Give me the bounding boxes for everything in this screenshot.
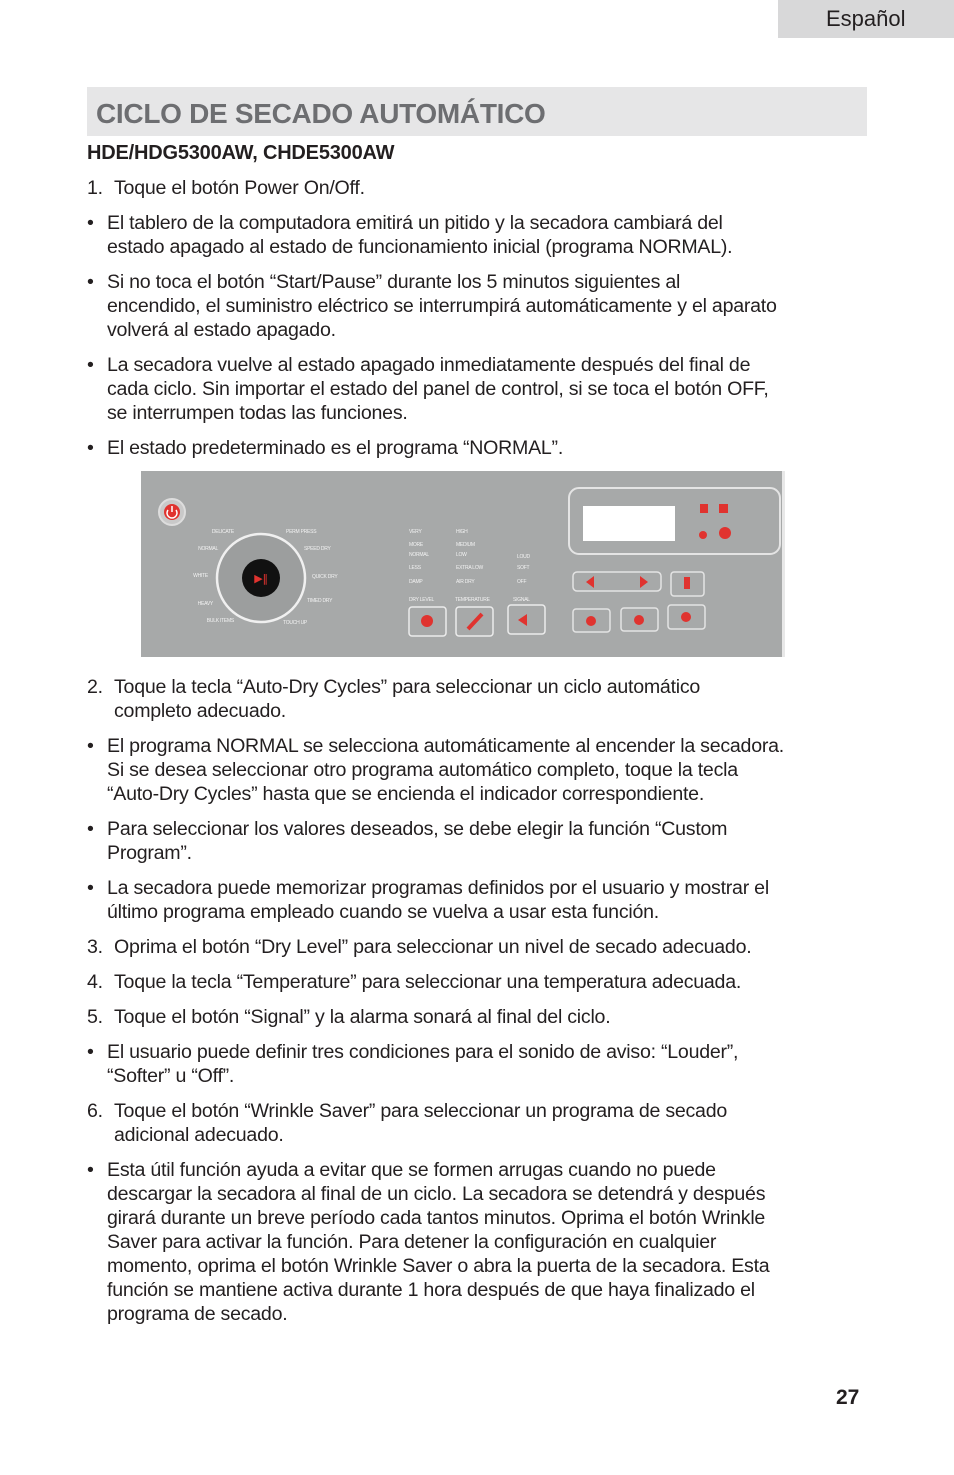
signal-label: OFF [517, 579, 527, 585]
language-tab [778, 0, 954, 38]
dry-level-label: LESS [409, 565, 421, 571]
text-line: momento, oprima el botón Wrinkle Saver o abra la puerta de la secadora. Esta [107, 1255, 770, 1277]
instructions-body [87, 176, 877, 1337]
cycle-label: TOUCH UP [283, 620, 308, 626]
temperature-label: MEDIUM [456, 542, 475, 548]
text-line: El estado predeterminado es el programa “NORMAL”. [107, 437, 564, 459]
text-line: Para seleccionar los valores deseados, se debe elegir la función “Custom [107, 818, 728, 840]
panel-button-label: SIGNAL [513, 597, 530, 603]
bullet-item [87, 270, 877, 342]
instructions-after-figure [87, 675, 877, 1326]
item-marker: • [87, 877, 94, 899]
panel-button-label: DRY LEVEL [409, 597, 435, 603]
signal-label: LOUD [517, 554, 530, 560]
text-line: encendido, el suministro eléctrico se interrumpirá automáticamente y el aparato [107, 295, 777, 317]
text-line: El programa NORMAL se selecciona automáticamente al encender la secadora. [107, 735, 784, 757]
temperature-label: LOW [456, 552, 467, 558]
temperature-label: EXTRA LOW [456, 565, 483, 571]
text-line: descargar la secadora al final de un ciclo. La secadora se detendrá y después [107, 1183, 766, 1205]
item-marker: 6. [87, 1100, 103, 1122]
text-line: Toque el botón “Wrinkle Saver” para seleccionar un programa de secado [114, 1100, 728, 1122]
text-line: Toque el botón “Signal” y la alarma sonará al final del ciclo. [114, 1006, 611, 1028]
bullet-item [87, 1158, 877, 1326]
text-line: Toque la tecla “Temperature” para seleccionar una temperatura adecuada. [114, 971, 742, 993]
cycle-label: NORMAL [198, 546, 218, 552]
text-line: función se mantiene activa durante 1 hora después de que haya finalizado el [107, 1279, 755, 1301]
text-line: programa de secado. [107, 1303, 288, 1325]
cycle-label: DELICATE [211, 529, 234, 535]
text-line: Si se desea seleccionar otro programa automático completo, toque la tecla [107, 759, 738, 781]
text-line: volverá al estado apagado. [107, 319, 336, 341]
item-marker: 3. [87, 936, 103, 958]
temperature-label: AIR DRY [456, 579, 475, 585]
text-line: Oprima el botón “Dry Level” para seleccionar un nivel de secado adecuado. [114, 936, 752, 958]
numbered-step [87, 970, 877, 994]
item-marker: • [87, 271, 94, 293]
cycle-label: WHITE [193, 573, 208, 579]
bullet-item [87, 211, 877, 259]
numbered-step [87, 1099, 877, 1147]
text-line: adicional adecuado. [114, 1124, 284, 1146]
text-line: “Auto-Dry Cycles” hasta que se encienda el indicador correspondiente. [107, 783, 705, 805]
bullet-item [87, 734, 877, 806]
numbered-step [87, 935, 877, 959]
numbered-step [87, 1005, 877, 1029]
cycle-dial [217, 534, 305, 622]
panel-edge [782, 471, 785, 657]
page-number: 27 [836, 1386, 860, 1409]
text-line: girará durante un breve período cada tantos minutos. Oprima el botón Wrinkle [107, 1207, 766, 1229]
text-line: Program”. [107, 842, 192, 864]
text-line: Toque la tecla “Auto-Dry Cycles” para seleccionar un ciclo automático [114, 676, 701, 698]
text-line: Si no toca el botón “Start/Pause” durante los 5 minutos siguientes al [107, 271, 681, 293]
item-marker: • [87, 1041, 94, 1063]
section-title-bar [87, 87, 867, 136]
power-button [159, 499, 185, 525]
bullet-item [87, 1040, 877, 1088]
instructions-before-figure [87, 176, 877, 460]
temperature-label: HIGH [456, 529, 468, 535]
numbered-step [87, 176, 877, 200]
cycle-label: PERM PRESS [286, 529, 317, 535]
text-line: La secadora puede memorizar programas definidos por el usuario y mostrar el [107, 877, 769, 899]
text-line: completo adecuado. [114, 700, 286, 722]
item-marker: • [87, 212, 94, 234]
cycle-label: BULK ITEMS [206, 618, 234, 624]
cycle-label: QUICK DRY [312, 574, 338, 580]
bullet-item [87, 436, 877, 460]
dry-level-label: MORE [409, 542, 423, 548]
model-heading: HDE/HDG5300AW, CHDE5300AW [87, 142, 395, 164]
text-line: El usuario puede definir tres condiciones para el sonido de aviso: “Louder”, [107, 1041, 739, 1063]
text-line: Toque el botón Power On/Off. [114, 177, 365, 199]
item-marker: • [87, 735, 94, 757]
section-title: CICLO DE SECADO AUTOMÁTICO [96, 98, 546, 129]
numbered-step [87, 675, 877, 723]
item-marker: 5. [87, 1006, 103, 1028]
text-line: estado apagado al estado de funcionamiento inicial (programa NORMAL). [107, 236, 733, 258]
item-marker: • [87, 818, 94, 840]
bullet-item [87, 817, 877, 865]
text-line: La secadora vuelve al estado apagado inmediatamente después del final de [107, 354, 751, 376]
cycle-label: HEAVY [197, 601, 213, 607]
text-line: Esta útil función ayuda a evitar que se formen arrugas cuando no puede [107, 1159, 716, 1181]
text-line: El tablero de la computadora emitirá un pitido y la secadora cambiará del [107, 212, 723, 234]
cycle-label: TIMED DRY [307, 598, 333, 604]
item-marker: 1. [87, 177, 103, 199]
dry-level-label: DAMP [409, 579, 423, 585]
svg-text:▶‖: ▶‖ [254, 572, 268, 585]
dry-level-label: VERY [409, 529, 422, 535]
text-line: Saver para activar la función. Para detener la configuración en cualquier [107, 1231, 717, 1253]
item-marker: • [87, 354, 94, 376]
item-marker: 4. [87, 971, 103, 993]
dry-level-label: NORMAL [409, 552, 429, 558]
text-line: “Softer” u “Off”. [107, 1065, 235, 1087]
cycle-label: SPEED DRY [304, 546, 331, 552]
item-marker: • [87, 1159, 94, 1181]
bullet-item [87, 353, 877, 425]
control-panel-figure [141, 471, 785, 657]
panel-button-label: TEMPERATURE [455, 597, 490, 603]
text-line: cada ciclo. Sin importar el estado del panel de control, si se toca el botón OFF, [107, 378, 769, 400]
language-label: Español [826, 6, 906, 31]
item-marker: • [87, 437, 94, 459]
bullet-item [87, 876, 877, 924]
signal-label: SOFT [517, 565, 530, 571]
text-line: se interrumpen todas las funciones. [107, 402, 408, 424]
text-line: último programa empleado cuando se vuelva a usar esta función. [107, 901, 659, 923]
item-marker: 2. [87, 676, 103, 698]
